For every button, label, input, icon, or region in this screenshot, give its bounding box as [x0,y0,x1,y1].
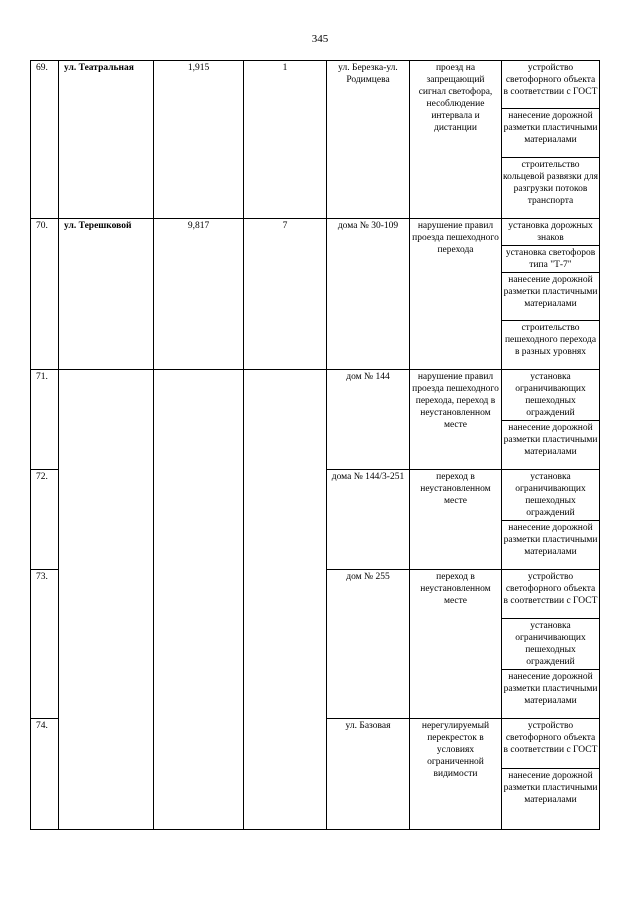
table-row [31,61,600,109]
measure: устройство светофорного объекта в соответствии с ГОСТ [502,570,600,619]
measure: установка светофоров типа "Т-7" [502,246,600,273]
location: дома № 30-109 [327,219,410,370]
cause: нерегулируемый перекресток в условиях ограниченной видимости [410,719,502,830]
location: ул. Березка-ул. Родимцева [327,61,410,219]
measure: нанесение дорожной разметки пластичными материалами [502,521,600,570]
measure: установка ограничивающих пешеходных ограждений [502,619,600,670]
cause: нарушение правил проезда пешеходного перехода [410,219,502,370]
length-value: 9,817 [154,219,244,370]
row-number: 72. [31,470,59,570]
measure: нанесение дорожной разметки пластичными материалами [502,421,600,470]
accident-count: 1 [244,61,327,219]
row-number: 74. [31,719,59,830]
table-row [31,370,600,421]
measure: устройство светофорного объекта в соответствии с ГОСТ [502,719,600,769]
cause: переход в неустановленном месте [410,570,502,719]
row-number: 70. [31,219,59,370]
row-number: 73. [31,570,59,719]
street-name: ул. Театральная [59,61,154,219]
accident-sites-table [30,60,600,830]
measure: нанесение дорожной разметки пластичными материалами [502,273,600,321]
location: дом № 255 [327,570,410,719]
location: ул. Базовая [327,719,410,830]
location: дом № 144 [327,370,410,470]
cause: проезд на запрещающий сигнал светофора, несоблюдение интервала и дистанции [410,61,502,219]
measure: установка ограничивающих пешеходных ограждений [502,370,600,421]
measure: нанесение дорожной разметки пластичными материалами [502,769,600,830]
empty-cell [59,370,154,830]
length-value: 1,915 [154,61,244,219]
measure: строительство кольцевой развязки для разгрузки потоков транспорта [502,158,600,219]
location: дома № 144/3-251 [327,470,410,570]
measure: установка дорожных знаков [502,219,600,246]
measure: установка ограничивающих пешеходных ограждений [502,470,600,521]
cause: переход в неустановленном месте [410,470,502,570]
empty-cell [154,370,244,830]
cause: нарушение правил проезда пешеходного перехода, переход в неустановленном месте [410,370,502,470]
row-number: 71. [31,370,59,470]
row-number: 69. [31,61,59,219]
measure: нанесение дорожной разметки пластичными материалами [502,109,600,158]
empty-cell [244,370,327,830]
measure: устройство светофорного объекта в соответствии с ГОСТ [502,61,600,109]
page-number: 345 [311,33,329,45]
table-row [31,219,600,246]
street-name: ул. Терешковой [59,219,154,370]
measure: нанесение дорожной разметки пластичными материалами [502,670,600,719]
measure: строительство пешеходного перехода в разных уровнях [502,321,600,370]
accident-count: 7 [244,219,327,370]
